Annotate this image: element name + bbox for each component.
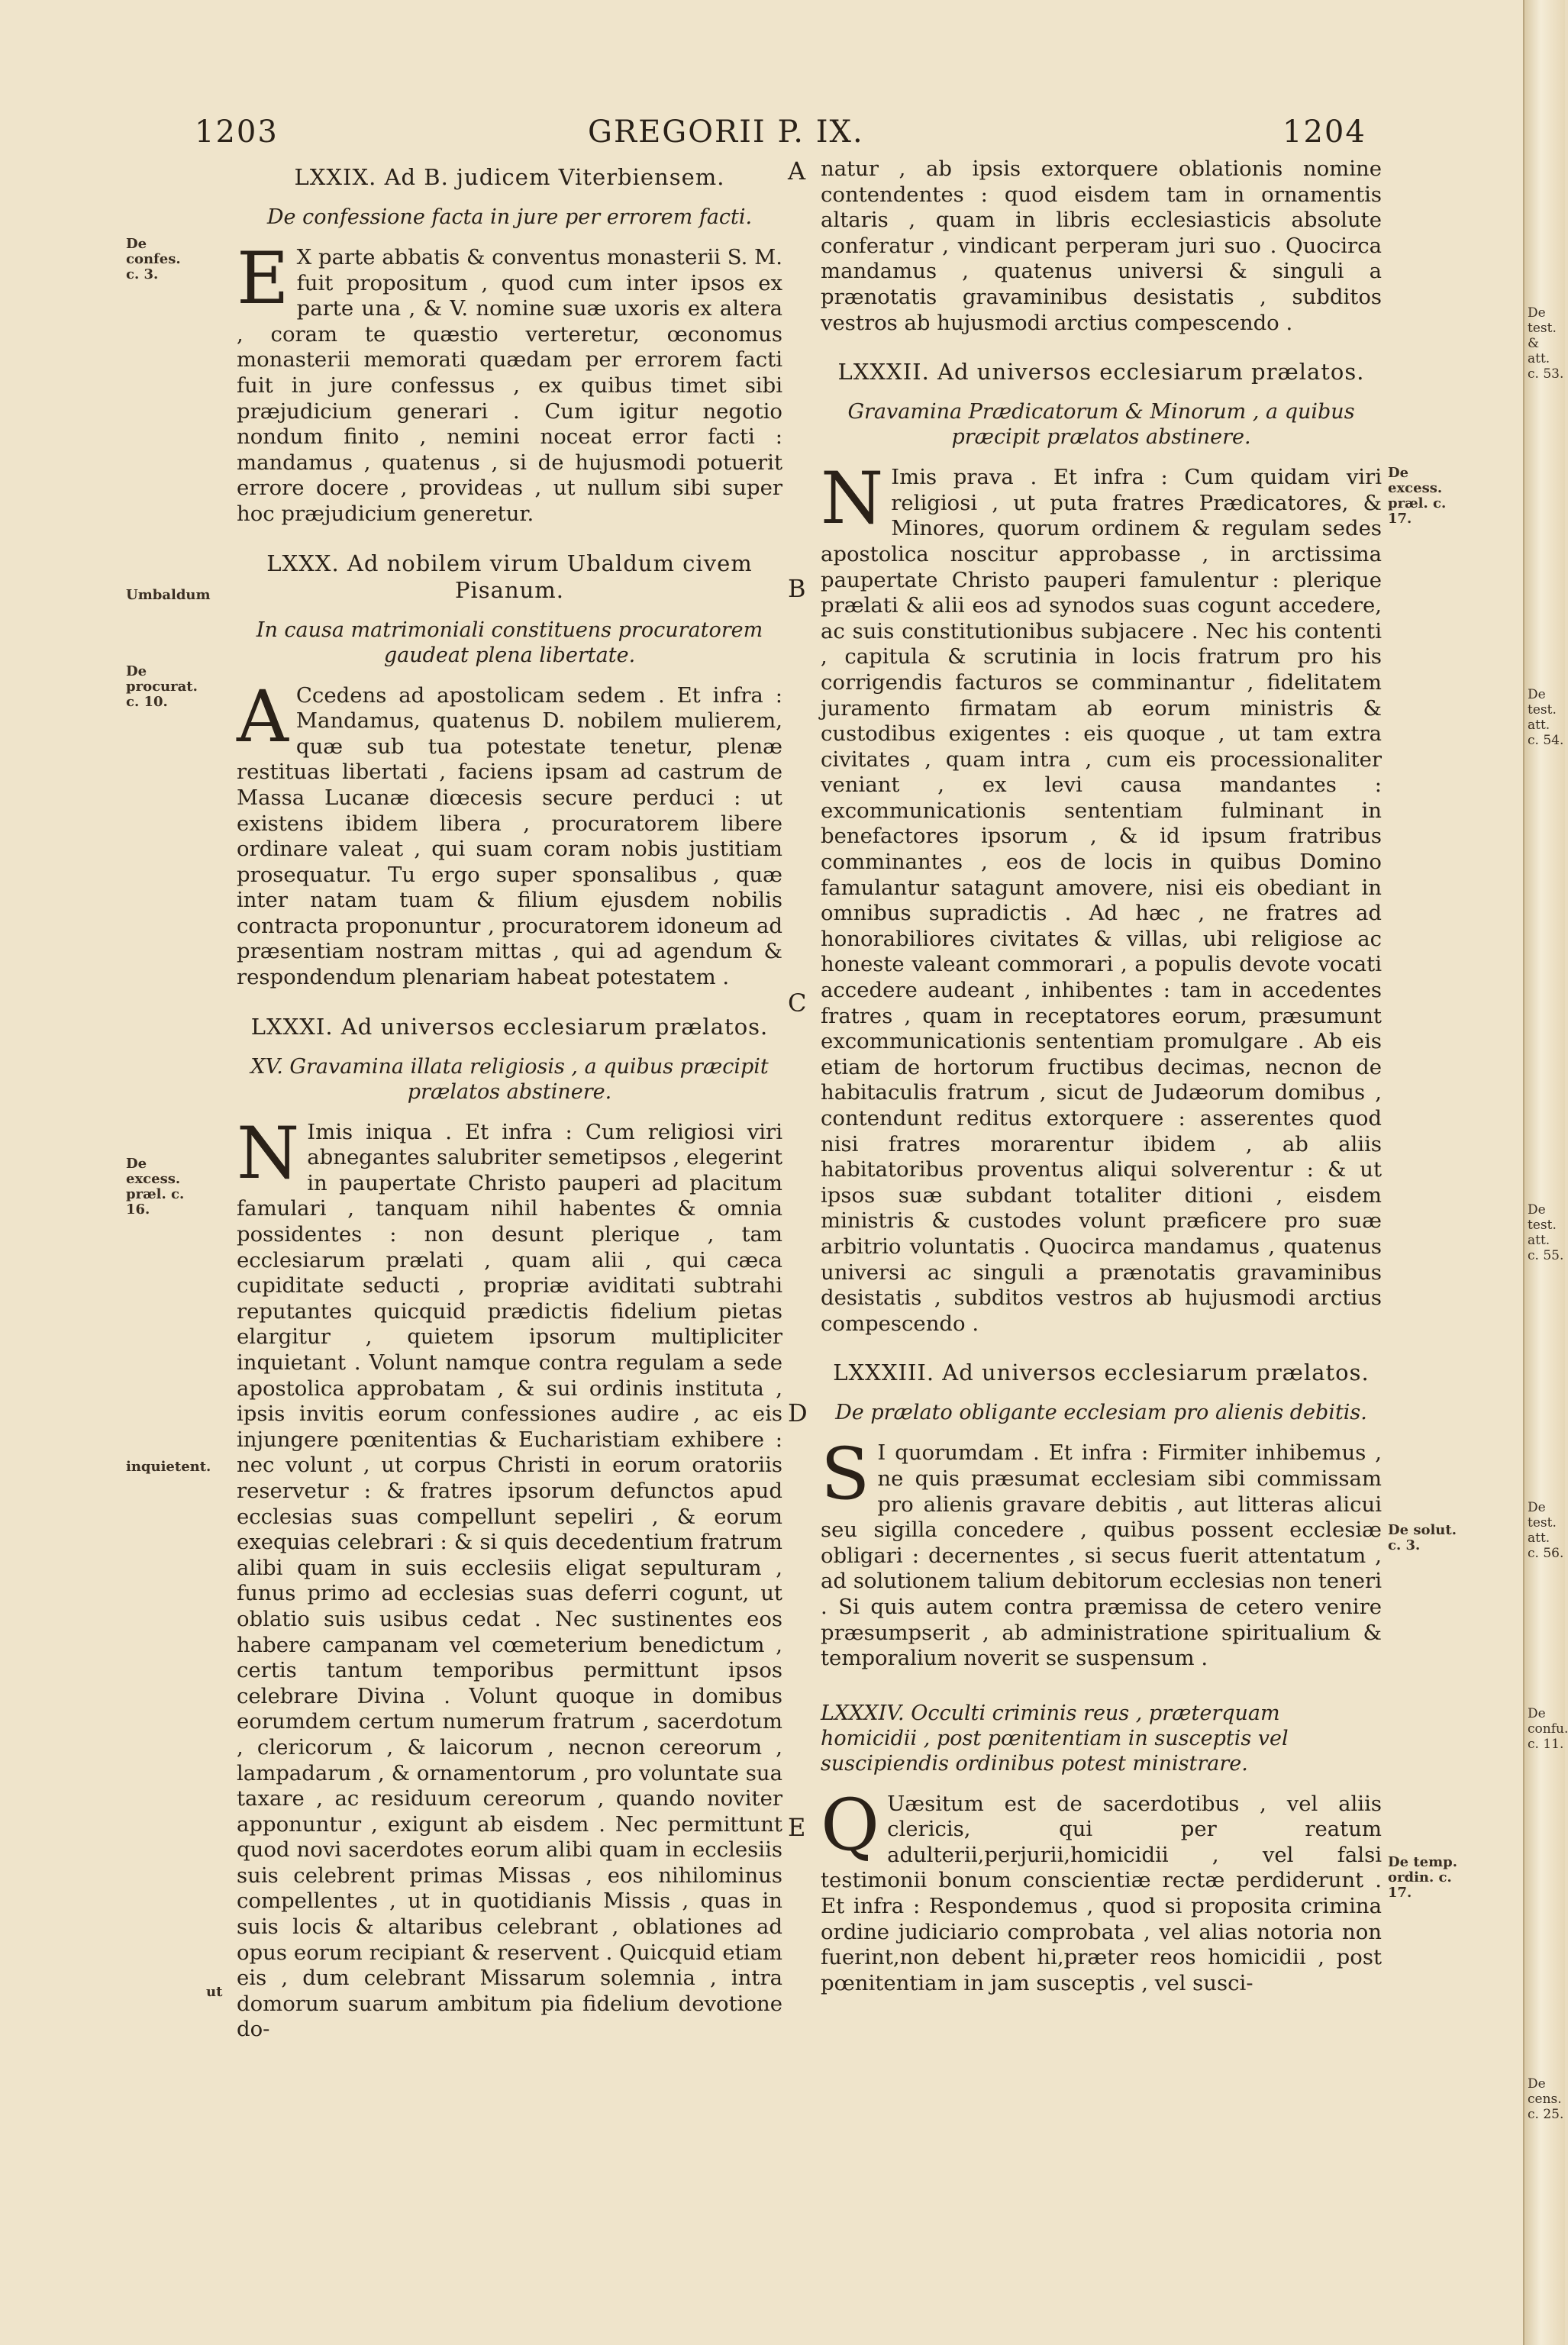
- drop-cap: A: [237, 675, 289, 759]
- section-letter-e: E: [788, 1813, 806, 1842]
- drop-cap: S: [821, 1433, 870, 1517]
- drop-cap: N: [821, 457, 884, 541]
- letter-83-text: S I quorumdam . Et infra : Firmiter inhibemus , ne quis præsumat ecclesiam sibi commissam pro alienis gravare debitis , aut litteras alicui seu sigilla concedere , quibus possent ecclesiæ obligari : decernentes , si secus fuerit attentatum , ad solutionem talium debitorum ecclesias non teneri . Si quis autem contra præmissa de cetero venire præsumpserit , ab administratione spiritualium & temporalium noverit se suspensum .: [821, 1433, 1382, 1671]
- left-column: [237, 156, 782, 2046]
- section-letter-c: C: [788, 989, 807, 1018]
- continuation-text: natur , ab ipsis extorquere oblationis nomine contendentes : quod eisdem tam in ornamentis altaris , quam in libris ecclesiasticis absolute conferatur , vindicant perperam juri suo . Quocirca mandamus , quatenus universi & singuli a prænotatis gravaminibus desistatis , subditos vestros ab hujusmodi arctius compescendo .: [821, 156, 1382, 335]
- drop-cap: E: [237, 237, 289, 321]
- drop-cap: N: [237, 1111, 300, 1195]
- edge-note: De test. att. c. 55.: [1528, 1202, 1564, 1263]
- letter-83-title: LXXXIII. Ad universos ecclesiarum prælatos.: [833, 1360, 1370, 1386]
- margin-note: De temp. ordin. c. 17.: [1388, 1854, 1457, 1901]
- right-column: [821, 156, 1382, 1999]
- margin-note: De solut. c. 3.: [1388, 1522, 1457, 1553]
- margin-note: De excess. præl. c. 16.: [126, 1156, 185, 1218]
- letter-84-title: LXXXIV. Occulti criminis reus , præterquam homicidii , post pœnitentiam in susceptis vel suscipiendis ordinibus potest ministrare.: [821, 1701, 1289, 1776]
- letter-79-title: LXXIX. Ad B. judicem Viterbiensem.: [294, 164, 725, 190]
- margin-note: De confes. c. 3.: [126, 236, 181, 282]
- letter-79-rubric: De confessione facta in jure per errorem facti.: [266, 205, 753, 229]
- edge-note: De confu. c. 11.: [1528, 1706, 1568, 1752]
- drop-cap: Q: [821, 1783, 880, 1867]
- edge-note: De test. att. c. 54.: [1528, 687, 1564, 748]
- letter-82-rubric: Gravamina Prædicatorum & Minorum , a quibus præcipit prælatos abstinere.: [847, 400, 1355, 450]
- margin-note: ut: [206, 1984, 223, 2000]
- edge-note: De test. att. c. 56.: [1528, 1500, 1564, 1561]
- edge-note: De cens. c. 25.: [1528, 2076, 1564, 2122]
- margin-note: De procurat. c. 10.: [126, 663, 198, 710]
- letter-80-title: LXXX. Ad nobilem virum Ubaldum civem Pisanum.: [266, 550, 753, 603]
- edge-note: De test. & att. c. 53.: [1528, 305, 1564, 382]
- letter-79-text: E X parte abbatis & conventus monasterii S. M. fuit propositum , quod cum inter ipsos ex parte una , & V. nomine suæ uxoris ex altera , coram te quæstio verteretur, œconomus monasterii memorati quædam per errorem facti fuit in jure confessus , ex quibus timet sibi præjudicium generari . Cum igitur negotio nondum finito , nemini noceat error facti : mandamus , quatenus , si de hujusmodi potuerit errore docere , provideas , ut nullum sibi super hoc præjudicium generetur.: [237, 237, 782, 526]
- margin-note: inquietent.: [126, 1459, 211, 1475]
- next-page-edge: [1523, 0, 1568, 2345]
- letter-83-rubric: De prælato obligante ecclesiam pro alienis debitis.: [835, 1401, 1367, 1425]
- page-number-right: 1204: [1282, 115, 1366, 150]
- section-letter-a: A: [788, 156, 806, 185]
- letter-84-text: Q Uæsitum est de sacerdotibus , vel aliis clericis, qui per reatum adulterii,perjurii,homicidii , vel falsi testimonii bonum conscientiæ rectæ perdiderunt . Et infra : Respondemus , quod si proposita crimina ordine judiciario comprobata , vel alias notoria non fuerint,non debent hi,præter reos homicidii , post pœnitentiam in jam susceptis , vel susci-: [821, 1783, 1382, 1995]
- letter-81-text: N Imis iniqua . Et infra : Cum religiosi viri abnegantes salubriter semetipsos , elegerint in paupertate Christo pauperi ad placitum famulari , tanquam nihil habentes & omnia possidentes : non desunt plerique , tam ecclesiarum prælati , quam alii , qui cæca cupiditate seducti , propriæ aviditati subtrahi reputantes quicquid prædictis fidelium pietas elargitur , quietem ipsorum multipliciter inquietant . Volunt namque contra regulam a sede apostolica approbatam , & sui ordinis instituta , ipsis invitis eorum confessiones audire , ac eis injungere pœnitentias & Eucharistiam exhibere : nec volunt , ut corpus Christi in eorum oratoriis reservetur : & fratres ipsorum defunctos apud ecclesias suas compellunt sepeliri , & eorum exequias celebrari : & si quis decedentium fratrum alibi quam in suis ecclesiis eligat sepulturam , funus primo ad ecclesias suas deferri cogunt, ut oblatio suis usibus cedat . Nec sustinentes eos habere campanam vel cœmeterium benedictum , certis tantum temporibus permittunt ipsos celebrare Divina . Volunt quoque in domibus eorumdem certum numerum fratrum , sacerdotum , clericorum , & laicorum , necnon cereorum , lampadarum , & ornamentorum , pro voluntate sua taxare , ac residuum cereorum , quando noviter apponuntur , exigunt ab eisdem . Nec permittunt quod novi sacerdotes eorum alibi quam in ecclesiis suis celebrent primas Missas , eos nihilominus compellentes , ut in quotidianis Missis , quas in suis locis & altaribus celebrant , oblationes ad opus eorum recipiant & reservent . Quicquid etiam eis , dum celebrant Missarum solemnia , intra domorum suarum ambitum pia fidelium devotione do-: [237, 1111, 783, 2042]
- margin-note: De excess. præl. c. 17.: [1388, 465, 1447, 527]
- running-title: GREGORII P. IX.: [588, 115, 864, 150]
- letter-82-title: LXXXII. Ad universos ecclesiarum prælatos.: [837, 359, 1365, 385]
- letter-81-rubric: XV. Gravamina illata religiosis , a quibus præcipit prælatos abstinere.: [250, 1054, 769, 1104]
- letter-80-rubric: In causa matrimoniali constituens procuratorem gaudeat plena libertate.: [256, 618, 763, 667]
- page-number-left: 1203: [195, 115, 279, 150]
- letter-82-text: N Imis prava . Et infra : Cum quidam viri religiosi , ut puta fratres Prædicatores, & Minores, quorum ordinem & regulam sedes apostolica noscitur approbasse , in arctissima paupertate Christo pauperi famulentur : plerique prælati & alii eos ad synodos suas cogunt accedere, ac suis constitutionibus subjacere . Nec his contenti , capitula & scrutinia in locis fratrum pro his corrigendis facturos se comminantur , fidelitatem juramento firmatam ab eorum ministris & custodibus exigentes : eis quoque , ut tam extra civitates , quam intra , cum eis processionaliter veniant , ex levi causa mandantes : excommunicationis sententiam fulminant in benefactores ipsorum , & id ipsum fratribus comminantes , eos de locis in quibus Domino famulantur satagunt amovere, nisi eis obediant in omnibus supradictis . Ad hæc , ne fratres ad honorabiliores civitates & villas, ubi religiose ac honeste valeant commorari , a populis devote vocati accedere audeant , inhibentes : tam in accedentes fratres , quam in receptatores eorum, præsumunt excommunicationis sententiam promulgare . Ab eis etiam de hortorum fructibus decimas, necnon de habitaculis fratrum , sicut de Judæorum domibus , contendunt reditus extorquere : asserentes quod nisi fratres morarentur ibidem , ab aliis habitatoribus proventus aliqui solverentur : & ut ipsos suæ subdant totaliter ditioni , eisdem ministris & custodes volunt præficere pro suæ arbitrio voluntatis . Quocirca mandamus , quatenus universi ac singuli a prænotatis gravaminibus desistatis , subditos vestros ab hujusmodi arctius compescendo .: [821, 457, 1382, 1336]
- letter-80-text: A Ccedens ad apostolicam sedem . Et infra : Mandamus, quatenus D. nobilem mulierem, quæ sub tua potestate tenetur, plenæ restituas libertati , faciens ipsam ad castrum de Massa Lucanæ diœcesis secure perduci : ut existens ibidem libera , procuratorem libere ordinare valeat , qui suam coram nobis justitiam prosequatur. Tu ergo super sponsalibus , quæ inter natam tuam & filium ejusdem nobilis contracta proponuntur , procuratorem idoneum ad præsentiam nostram mittas , qui ad agendum & respondendum plenariam habeat potestatem .: [237, 675, 782, 990]
- letter-81-title: LXXXI. Ad universos ecclesiarum prælatos.: [250, 1013, 769, 1040]
- section-letter-b: B: [788, 574, 806, 603]
- margin-note: Umbaldum: [126, 587, 211, 603]
- section-letter-d: D: [788, 1398, 808, 1427]
